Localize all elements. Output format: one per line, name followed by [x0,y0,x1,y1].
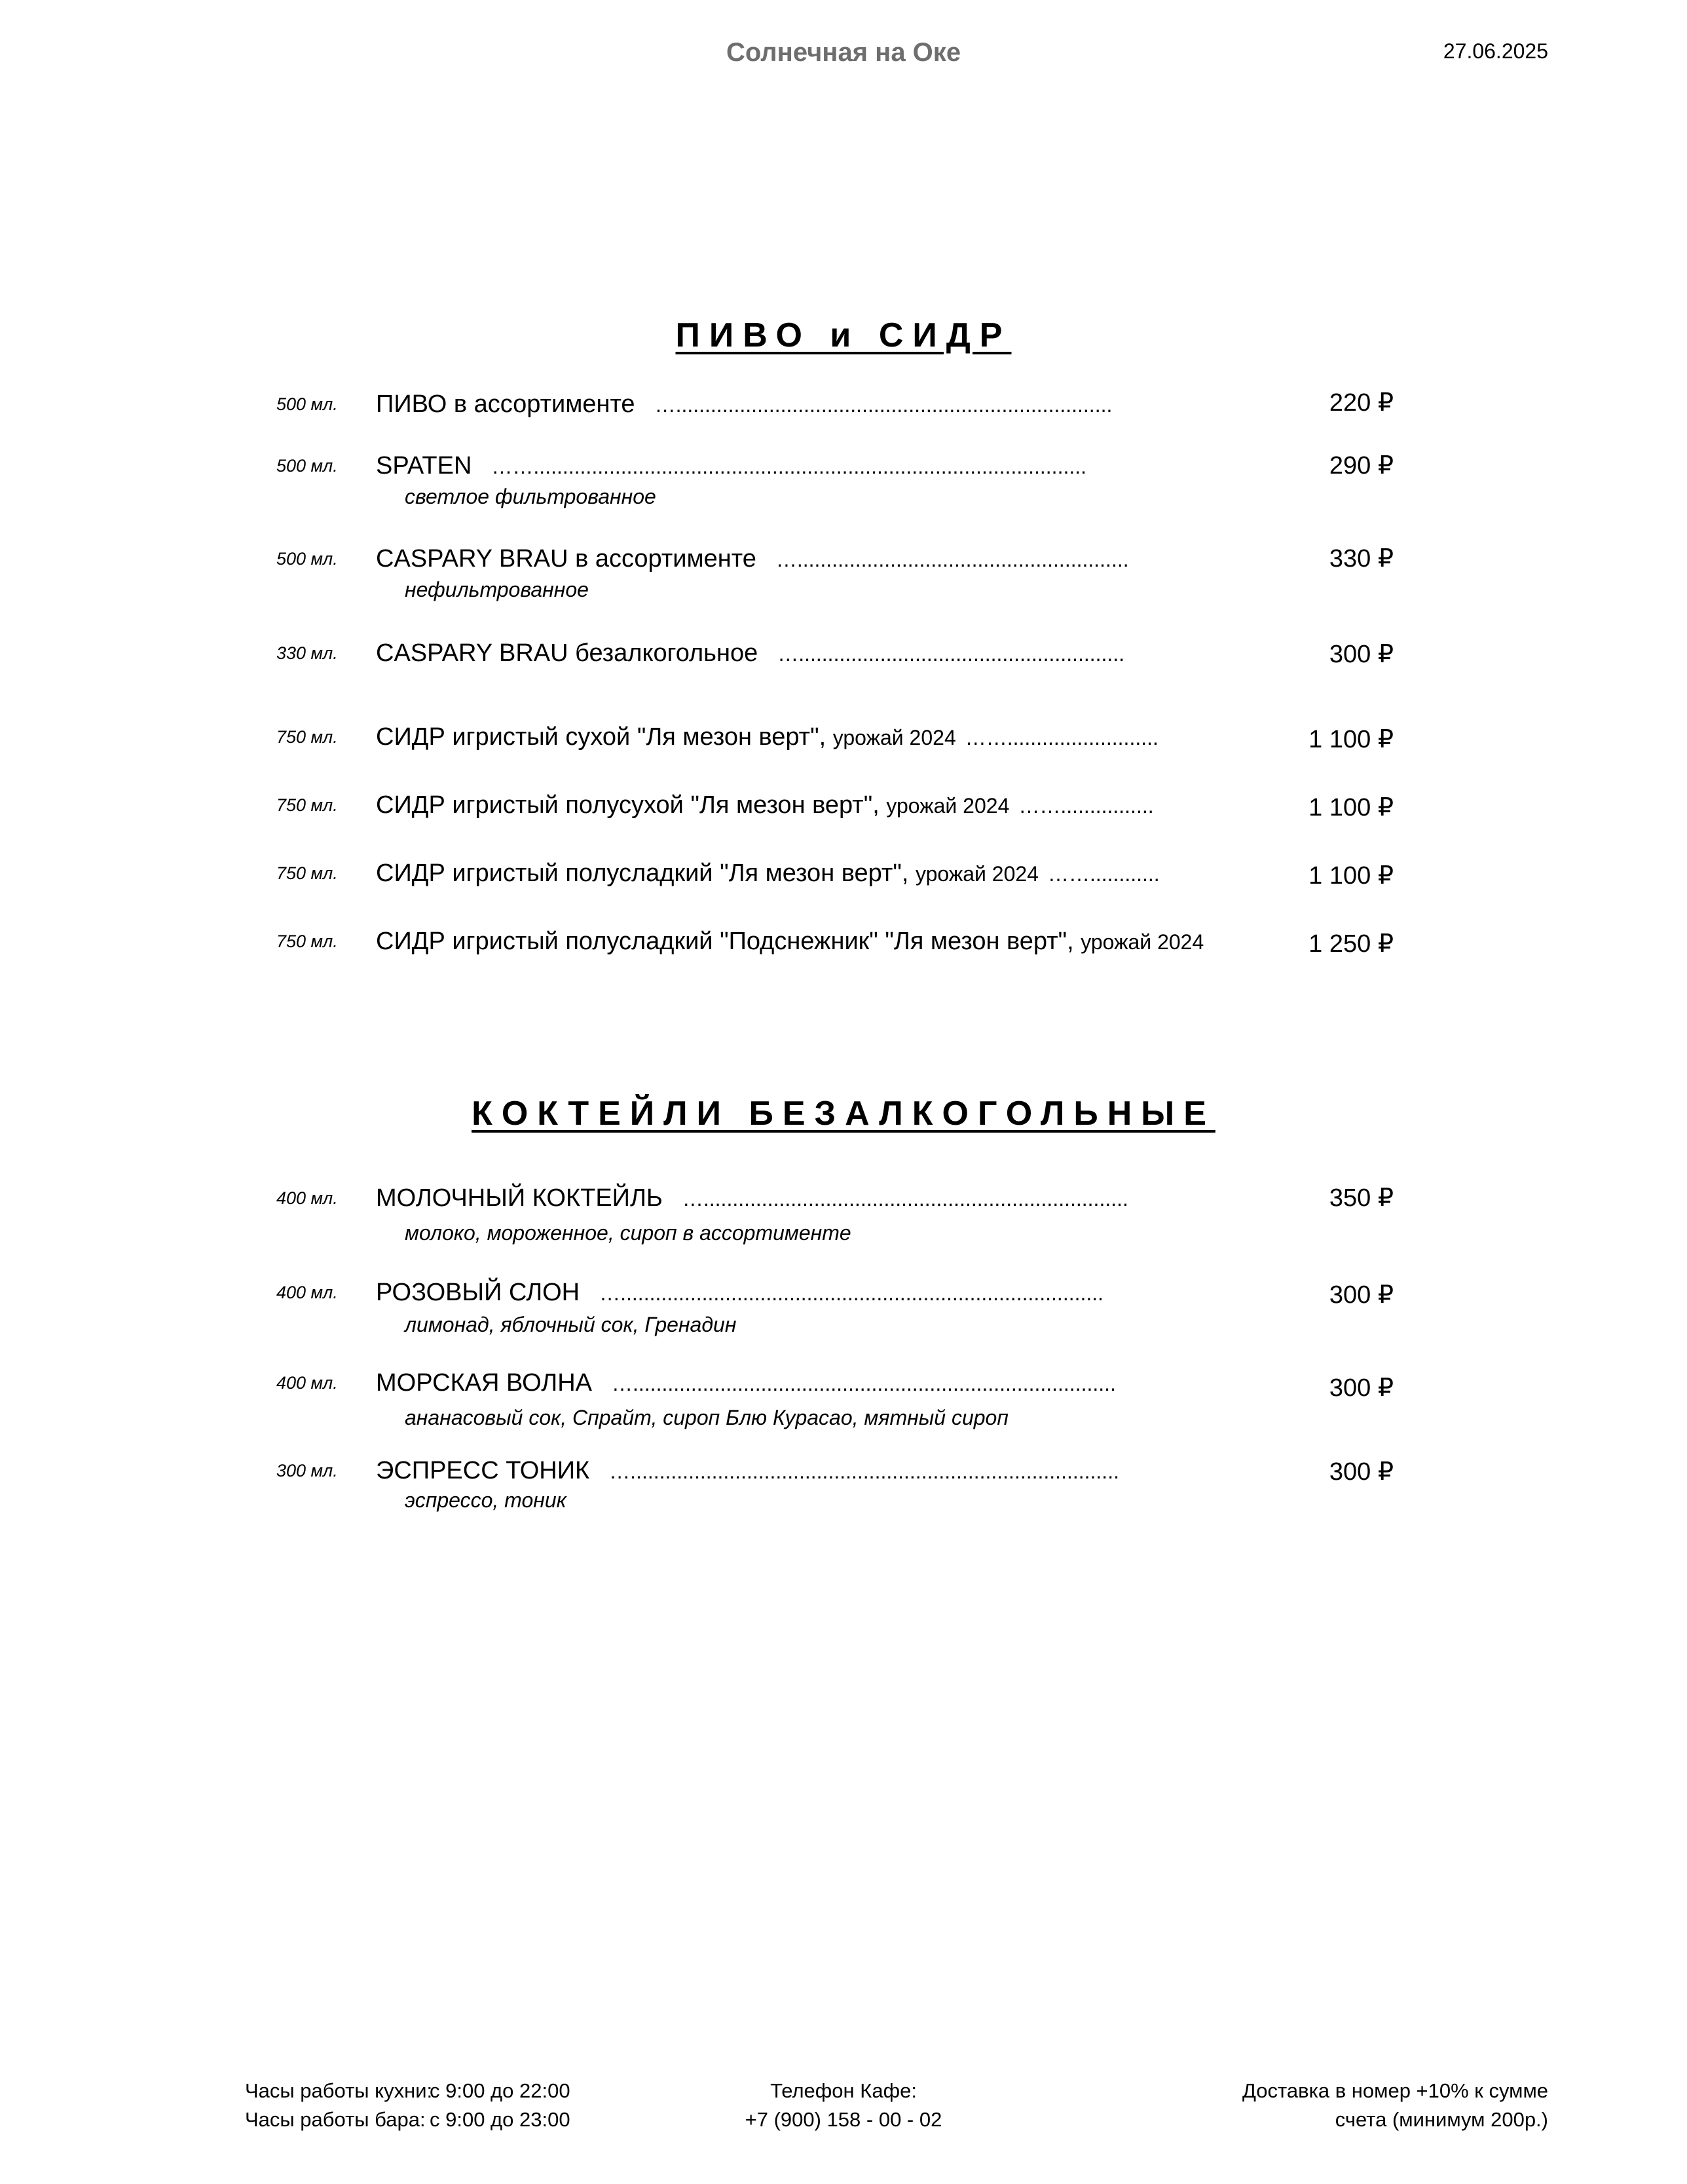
item-price: 220 ₽ [1329,389,1394,417]
item-volume: 400 мл. [276,1188,338,1208]
item-name: SPATEN ……............................................................................................... [376,452,1087,480]
item-description: молоко, мороженное, сироп в ассортименте [405,1221,851,1245]
leader-dots: …….......................... [965,726,1159,749]
item-description: эспрессо, тоник [405,1488,566,1512]
kitchen-hours: с 9:00 до 22:00 [430,2079,570,2102]
item-volume: 300 мл. [276,1461,338,1480]
leader-dots: ……............................................................................................... [491,455,1087,478]
item-price: 1 100 ₽ [1308,726,1394,753]
phone-label: Телефон Кафе: [770,2079,917,2102]
item-volume: 500 мл. [276,394,338,414]
item-description: нефильтрованное [405,578,589,601]
item-name: ПИВО в ассортименте …........................................................................... [376,390,1113,418]
item-vintage: урожай 2024 [886,794,1010,818]
kitchen-hours-label: Часы работы кухни: [245,2079,433,2102]
item-price: 350 ₽ [1329,1184,1394,1212]
leader-dots: …........................................................ [777,642,1125,666]
venue-name: Солнечная на Оке [726,38,961,67]
item-description: ананасовый сок, Спрайт, сироп Блю Курасао, мятный сироп [405,1406,1009,1429]
leader-dots: …......................................................................... [682,1187,1128,1211]
leader-dots: …......................................................... [775,548,1129,571]
item-name: МОЛОЧНЫЙ КОКТЕЙЛЬ …......................................................................... [376,1184,1128,1212]
leader-dots: …................................................................................... [612,1372,1116,1395]
item-volume: 750 мл. [276,795,338,815]
leader-dots: ….................................................................................... [609,1459,1119,1483]
item-volume: 330 мл. [276,643,338,663]
item-price: 300 ₽ [1329,1458,1394,1486]
item-price: 300 ₽ [1329,1281,1394,1309]
item-price: 1 250 ₽ [1308,930,1394,958]
item-name: СИДР игристый сухой "Ля мезон верт", урожай 2024 …….......................... [376,723,1159,751]
item-volume: 400 мл. [276,1373,338,1393]
item-price: 1 100 ₽ [1308,862,1394,890]
phone-number: +7 (900) 158 - 00 - 02 [745,2108,942,2131]
item-name: CASPARY BRAU в ассортименте …......................................................... [376,545,1129,573]
delivery-note-line1: Доставка в номер +10% к сумме [1242,2079,1548,2102]
item-volume: 500 мл. [276,549,338,569]
item-vintage: урожай 2024 [832,726,956,749]
item-volume: 500 мл. [276,456,338,476]
item-description: лимонад, яблочный сок, Гренадин [405,1313,737,1336]
section-title-cocktails: КОКТЕЙЛИ БЕЗАЛКОГОЛЬНЫЕ [472,1095,1215,1133]
item-name: СИДР игристый полусладкий "Ля мезон верт", урожай 2024 ……............ [376,859,1160,887]
delivery-note-line2: счета (минимум 200р.) [1335,2108,1548,2131]
bar-hours-label: Часы работы бара: [245,2108,426,2131]
item-volume: 750 мл. [276,863,338,883]
item-price: 290 ₽ [1329,452,1394,480]
item-volume: 750 мл. [276,727,338,747]
item-name: МОРСКАЯ ВОЛНА …................................................................................... [376,1369,1116,1397]
item-name: РОЗОВЫЙ СЛОН …................................................................................... [376,1279,1104,1306]
item-volume: 750 мл. [276,932,338,951]
bar-hours: с 9:00 до 23:00 [430,2108,570,2131]
item-name: CASPARY BRAU безалкогольное …........................................................ [376,639,1125,667]
item-price: 1 100 ₽ [1308,794,1394,821]
item-name: СИДР игристый полусладкий "Подснежник" "Ля мезон верт", урожай 2024 [376,928,1204,955]
item-name: СИДР игристый полусухой "Ля мезон верт", урожай 2024 ……................ [376,791,1154,819]
item-name: ЭСПРЕСС ТОНИК ….................................................................................... [376,1457,1119,1484]
leader-dots: ……............ [1047,862,1160,886]
item-price: 330 ₽ [1329,545,1394,573]
leader-dots: ……................ [1018,794,1154,818]
menu-date: 27.06.2025 [1443,39,1548,63]
item-volume: 400 мл. [276,1283,338,1302]
leader-dots: …................................................................................... [599,1281,1104,1305]
item-price: 300 ₽ [1329,641,1394,668]
item-price: 300 ₽ [1329,1374,1394,1402]
section-title-beer-cider: ПИВО и СИДР [675,316,1012,354]
item-vintage: урожай 2024 [1081,930,1204,954]
leader-dots: …........................................................................... [654,393,1113,417]
item-description: светлое фильтрованное [405,485,656,508]
item-vintage: урожай 2024 [915,862,1039,886]
